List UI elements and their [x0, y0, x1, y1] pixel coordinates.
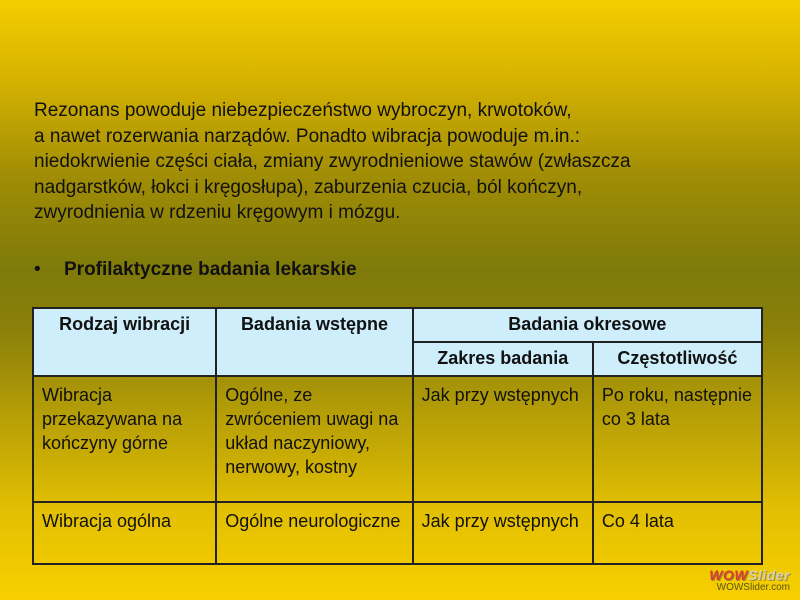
- intro-line: niedokrwienie części ciała, zmiany zwyrodnieniowe stawów (zwłaszcza: [34, 151, 631, 172]
- cell-exam-scope: Jak przy wstępnych: [413, 502, 593, 564]
- intro-line: zwyrodnienia w rdzeniu kręgowym i mózgu.: [34, 202, 401, 223]
- header-vibration-type: Rodzaj wibracji: [33, 308, 216, 376]
- header-periodic-exams: Badania okresowe: [413, 308, 762, 342]
- intro-line: Rezonans powoduje niebezpieczeństwo wybroczyn, krwotoków,: [34, 100, 572, 121]
- logo-wow-text: WOW: [709, 567, 749, 583]
- table-row: [33, 502, 762, 564]
- cell-exam-scope: Jak przy wstępnych: [413, 376, 593, 502]
- cell-vibration-type: Wibracja ogólna: [33, 502, 216, 564]
- bullet-heading-text: Profilaktyczne badania lekarskie: [64, 259, 357, 280]
- medical-exams-table: [32, 307, 763, 565]
- intro-line: a nawet rozerwania narządów. Ponadto wibracja powoduje m.in.:: [34, 125, 581, 147]
- cell-vibration-type: Wibracja przekazywana na kończyny górne: [33, 376, 216, 502]
- cell-initial-exams: Ogólne neurologiczne: [216, 502, 412, 564]
- intro-paragraph: [34, 98, 774, 226]
- wowslider-url[interactable]: WOWSlider.com: [716, 582, 790, 593]
- cell-initial-exams: Ogólne, ze zwróceniem uwagi na układ naczyniowy, nerwowy, kostny: [216, 376, 412, 502]
- header-exam-scope: Zakres badania: [413, 342, 593, 376]
- header-initial-exams: Badania wstępne: [216, 308, 412, 376]
- table-header-row: [33, 308, 762, 342]
- table-row: [33, 376, 762, 502]
- cell-frequency: Co 4 lata: [593, 502, 762, 564]
- bullet-symbol: •: [34, 259, 41, 280]
- header-frequency: Częstotliwość: [593, 342, 762, 376]
- bullet-heading: [34, 259, 357, 281]
- logo-slider-text: Slider: [748, 567, 790, 583]
- intro-line: nadgarstków, łokci i kręgosłupa), zaburzenia czucia, ból kończyn,: [34, 176, 583, 198]
- wowslider-logo[interactable]: [704, 568, 790, 594]
- cell-frequency: Po roku, następnie co 3 lata: [593, 376, 762, 502]
- wowslider-logo-mark: [704, 568, 790, 582]
